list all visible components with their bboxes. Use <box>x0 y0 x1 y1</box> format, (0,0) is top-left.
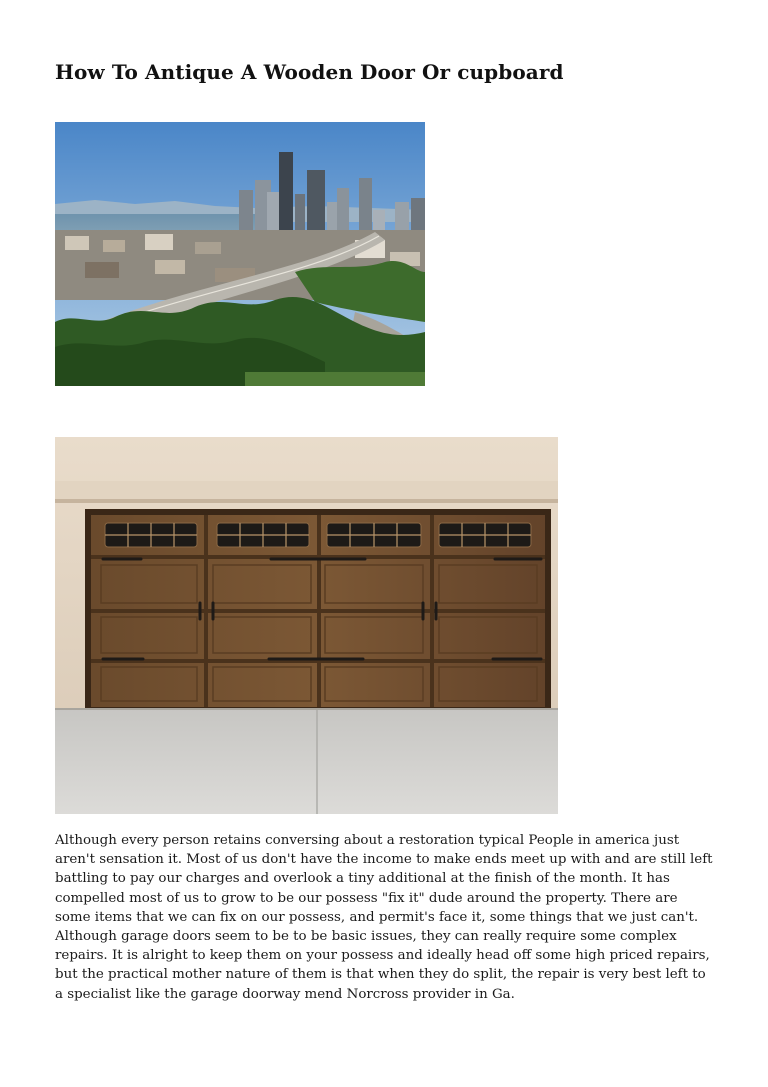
article-body-text: Although every person retains conversing about a restoration typical People in america just aren't sensation it. Most of us don't have the income to make ends meet up with and are still left battling to pay our charges and overlook a tiny additional at the finish of the month. It has compelled most of us to grow to be our possess "fix it" dude around the property. There are some items that we can fix on our possess, and permit's face it, some things that we just can't. Although garage doors seem to be to be basic issues, they can really require some complex repairs. It is alright to keep them on your possess and ideally head off some high priced repairs, but the practical mother nature of them is that when they do split, the repair is very best left to a specialist like the garage doorway mend Norcross provider in Ga. <box>55 833 713 1002</box>
document-title: How To Antique A Wooden Door Or cupboard <box>55 60 564 84</box>
wooden-garage-door-photo <box>55 437 558 814</box>
city-skyline-photo <box>55 122 425 386</box>
